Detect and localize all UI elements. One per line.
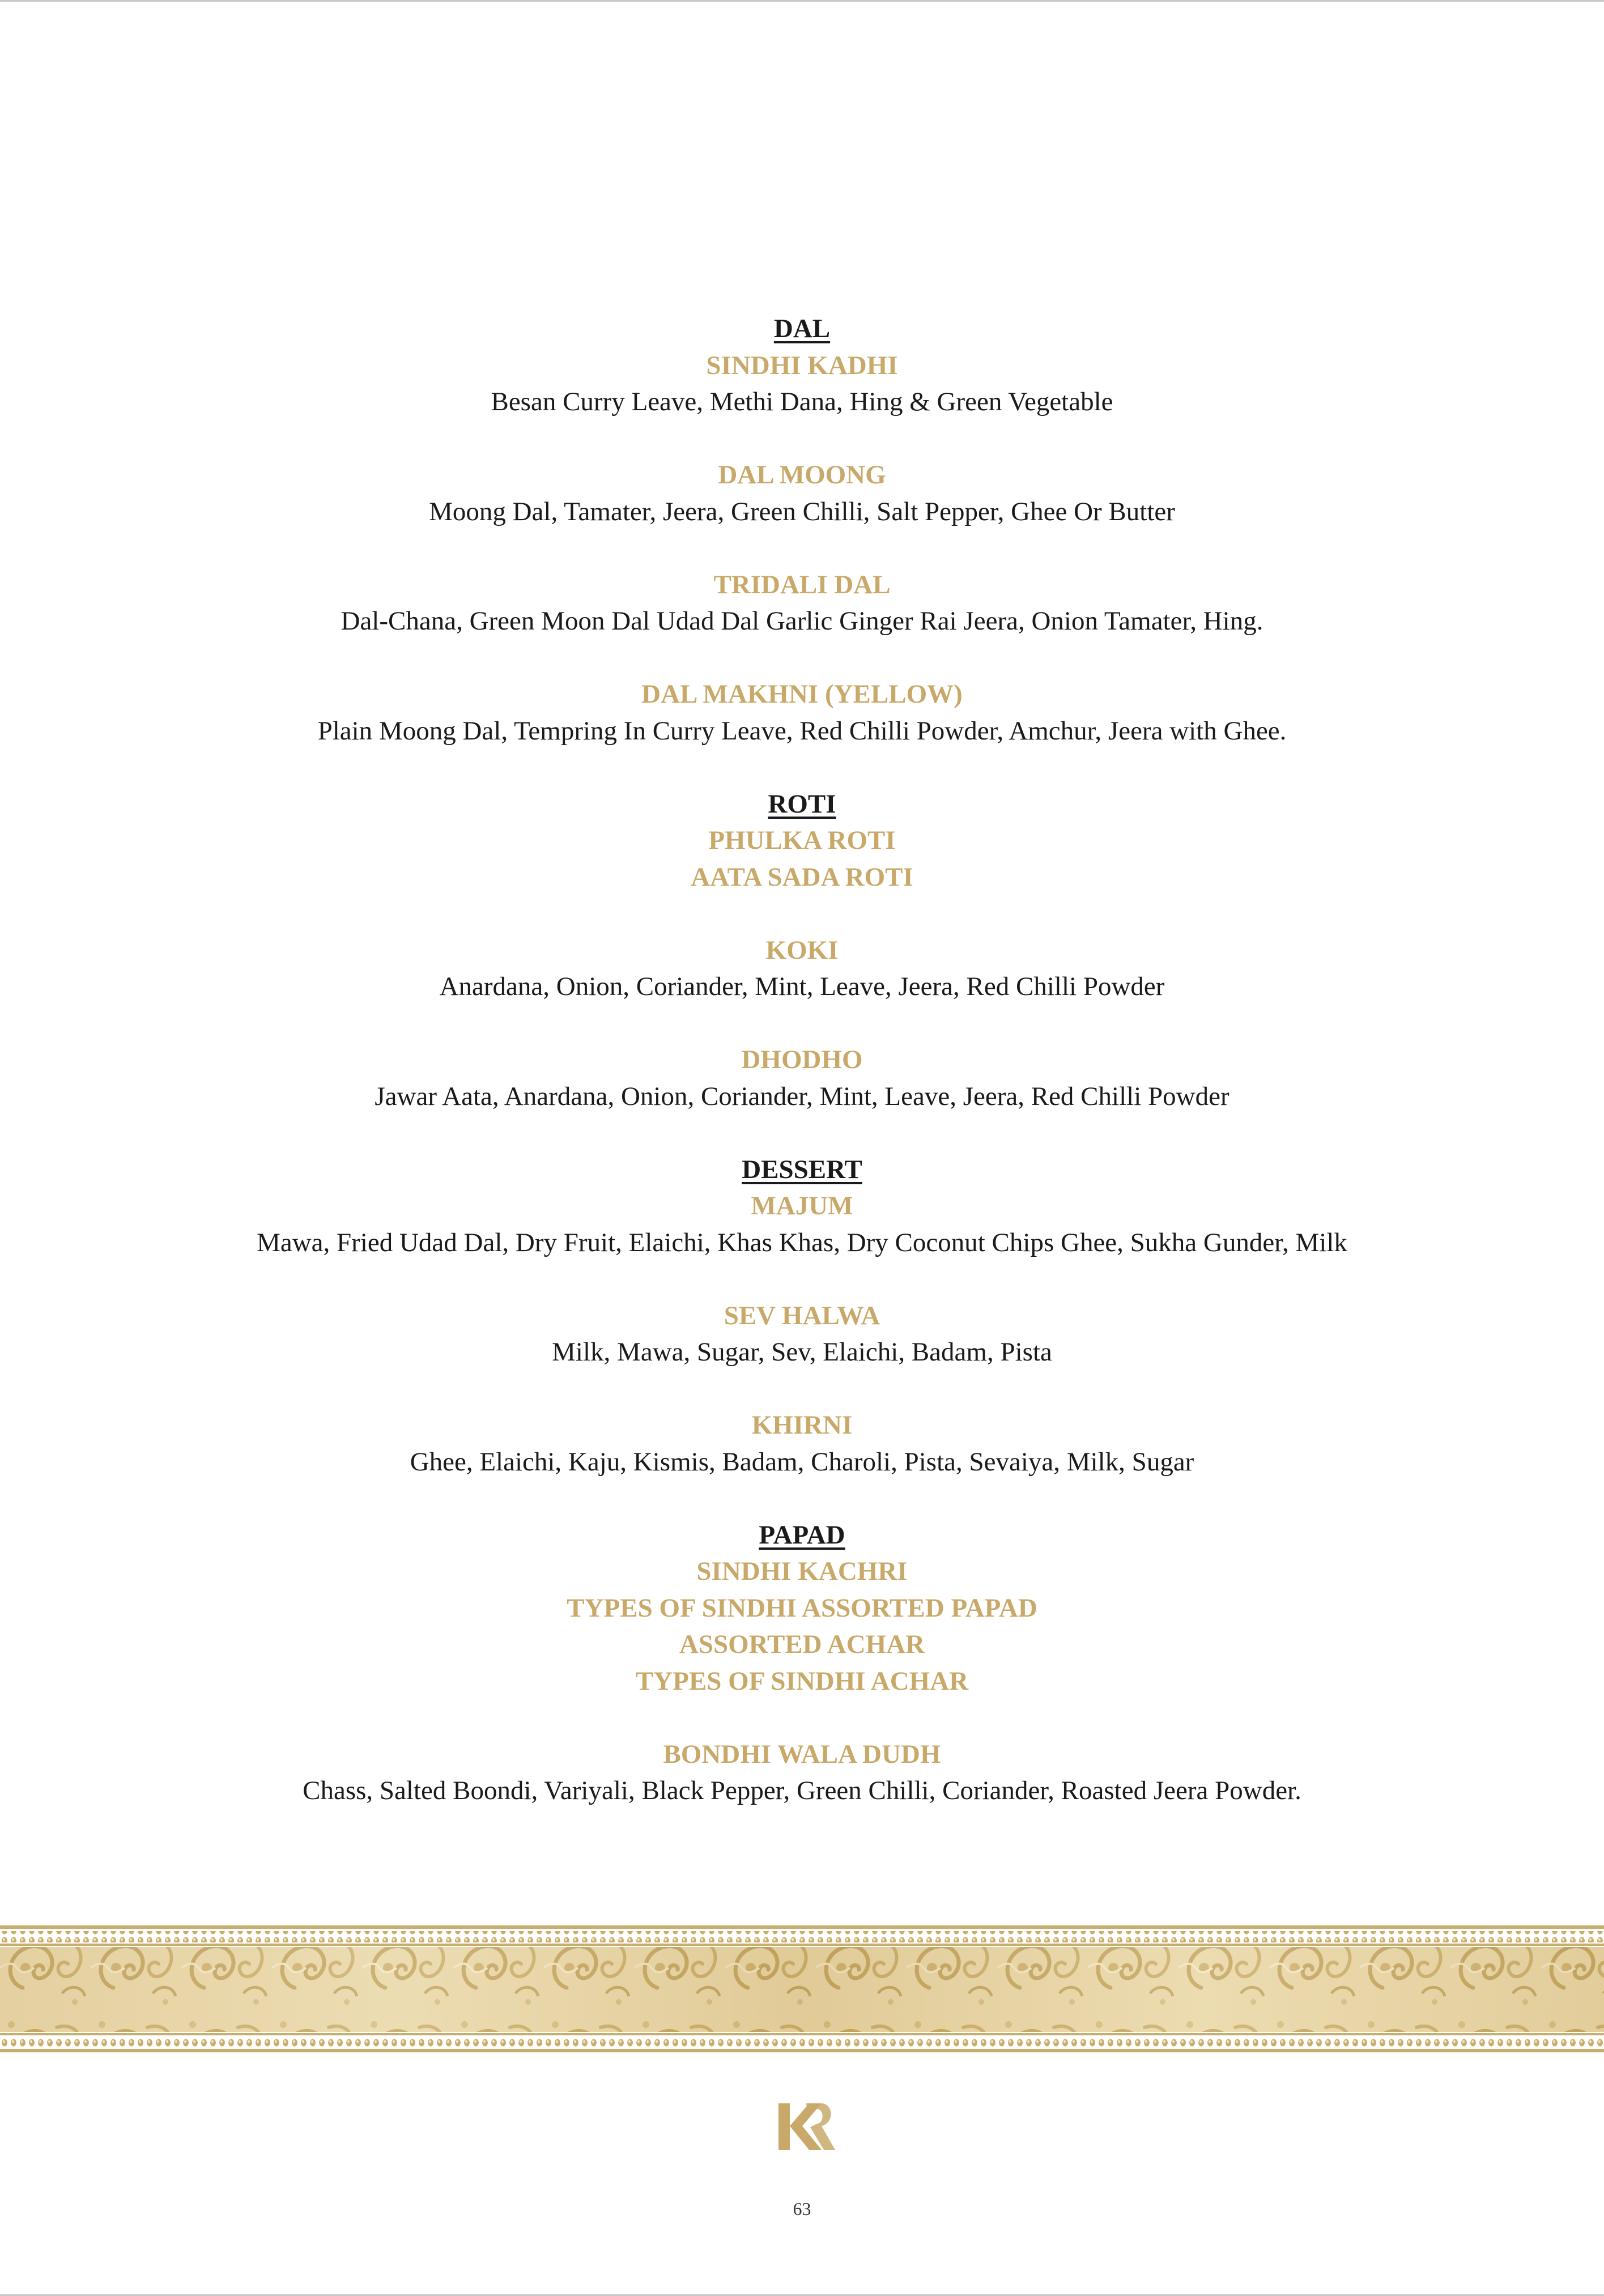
dish-name: TYPES OF SINDHI ASSORTED PAPAD xyxy=(567,1593,1037,1623)
section-heading-roti: ROTI xyxy=(768,789,836,819)
section-heading-papad: PAPAD xyxy=(759,1520,845,1550)
dish-name: TYPES OF SINDHI ACHAR xyxy=(635,1666,969,1696)
dish-name: KOKI xyxy=(765,935,839,965)
dish-description: Plain Moong Dal, Tempring In Curry Leave, Red Chilli Powder, Amchur, Jeera with Ghee. xyxy=(317,716,1287,746)
ornamental-border-icon xyxy=(0,1925,1604,2053)
dish-name: MAJUM xyxy=(751,1191,853,1221)
dish-name: DHODHO xyxy=(741,1045,863,1074)
top-rule xyxy=(0,0,1604,2)
menu-content xyxy=(0,311,1604,1809)
page-number: 63 xyxy=(793,2199,811,2219)
dish-description: Mawa, Fried Udad Dal, Dry Fruit, Elaichi, Khas Khas, Dry Coconut Chips Ghee, Sukha Gunder, Milk xyxy=(257,1227,1347,1257)
dish-name: BONDHI WALA DUDH xyxy=(663,1739,941,1769)
dish-description: Dal-Chana, Green Moon Dal Udad Dal Garlic Ginger Rai Jeera, Onion Tamater, Hing. xyxy=(341,606,1263,636)
kr-logo-icon xyxy=(776,2101,837,2152)
dish-name: DAL MAKHNI (YELLOW) xyxy=(641,679,963,709)
dish-description: Jawar Aata, Anardana, Onion, Coriander, Mint, Leave, Jeera, Red Chilli Powder xyxy=(375,1081,1229,1111)
dish-name: PHULKA ROTI xyxy=(708,826,896,855)
section-heading-dessert: DESSERT xyxy=(742,1154,862,1184)
dish-description: Ghee, Elaichi, Kaju, Kismis, Badam, Charoli, Pista, Sevaiya, Milk, Sugar xyxy=(410,1447,1194,1477)
dish-name: SINDHI KACHRI xyxy=(696,1557,908,1586)
dish-name: ASSORTED ACHAR xyxy=(679,1630,925,1659)
dish-description: Besan Curry Leave, Methi Dana, Hing & Green Vegetable xyxy=(491,387,1113,416)
dish-name: AATA SADA ROTI xyxy=(691,862,913,892)
dish-description: Anardana, Onion, Coriander, Mint, Leave, Jeera, Red Chilli Powder xyxy=(439,972,1165,1001)
dish-name: SINDHI KADHI xyxy=(706,350,898,380)
dish-name: TRIDALI DAL xyxy=(713,569,891,599)
dish-name: KHIRNI xyxy=(751,1410,853,1440)
dish-name: DAL MOONG xyxy=(718,460,886,490)
section-heading-dal: DAL xyxy=(773,314,831,343)
dish-description: Moong Dal, Tamater, Jeera, Green Chilli, Salt Pepper, Ghee Or Butter xyxy=(429,496,1175,526)
dish-description: Milk, Mawa, Sugar, Sev, Elaichi, Badam, Pista xyxy=(552,1337,1052,1367)
dish-description: Chass, Salted Boondi, Variyali, Black Pepper, Green Chilli, Coriander, Roasted Jeera Powder. xyxy=(303,1776,1301,1805)
dish-name: SEV HALWA xyxy=(724,1300,880,1330)
